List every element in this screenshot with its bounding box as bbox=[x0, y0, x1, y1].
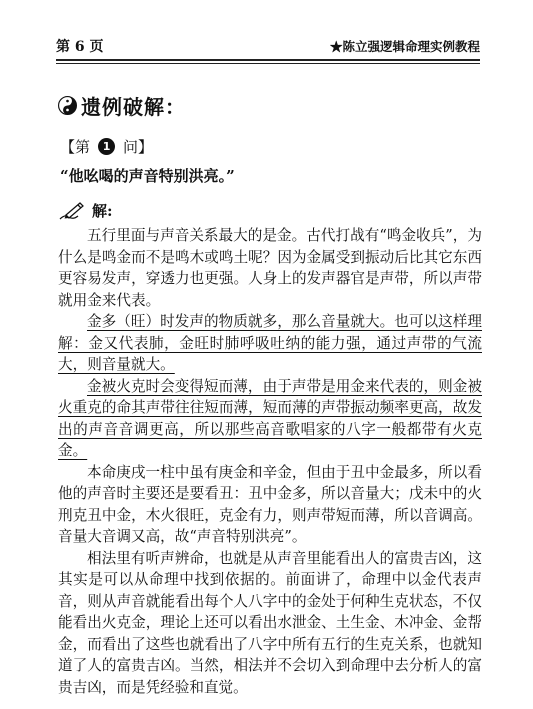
question-quote: “他吆喝的声音特别洪亮。” bbox=[60, 167, 235, 185]
header-rule-thin bbox=[56, 63, 480, 64]
answer-body bbox=[58, 225, 482, 698]
pen-writing-icon bbox=[58, 201, 86, 221]
paragraph: 五行里面与声音关系最大的是金。古代打战有“鸣金收兵”，为什么是鸣金而不是鸣木或鸣土呢？因为金属受到振动后比其它东西更容易发声，穿透力也更强。人身上的发声器官是声带，所以声带就用金来代表。 bbox=[58, 227, 482, 309]
question-prefix: 【第 bbox=[60, 138, 91, 156]
yin-yang-icon bbox=[58, 96, 77, 115]
paragraph-underlined: 金多（旺）时发声的物质就多，那么音量就大。也可以这样理解：金又代表肺，金旺时肺呼吸吐纳的能力强，通过声带的气流大，则音量就大。 bbox=[58, 313, 482, 373]
page-number: 第 6 页 bbox=[56, 39, 104, 55]
header-rule bbox=[56, 59, 480, 61]
question-suffix: 问】 bbox=[123, 138, 154, 156]
paragraph-underlined: 金被火克时会变得短而薄，由于声带是用金来代表的，则金被火重克的命其声带往往短而薄，短而薄的声带振动频率更高，故发出的声音音调更高，所以那些高音歌唱家的八字一般都带有火克金。 bbox=[58, 377, 482, 459]
section-title: 遗例破解： bbox=[81, 94, 186, 119]
book-title: ★陈立强逻辑命理实例教程 bbox=[329, 39, 480, 54]
answer-heading bbox=[58, 200, 113, 221]
question-label bbox=[60, 136, 153, 157]
paragraph: 相法里有听声辨命，也就是从声音里能看出人的富贵吉凶，这其实是可以从命理中找到依据的。前面讲了，命理中以金代表声音，则从声音就能看出每个人八字中的金处于何种生克状态，不仅能看出火克金，理论上还可以看出水泄金、土生金、木冲金、金帮金，而看出了这些也就看出了八字中所有五行的生克关系，也就知道了人的富贵吉凶。当然，相法并不会切入到命理中去分析人的富贵吉凶，而是凭经验和直觉。 bbox=[58, 549, 482, 696]
answer-label: 解: bbox=[92, 202, 113, 220]
page-header bbox=[56, 36, 480, 56]
paragraph: 本命庚戌一柱中虽有庚金和辛金，但由于丑中金最多，所以看他的声音时主要还是要看丑：丑中金多，所以音量大；戊未中的火刑克丑中金，木火很旺，克金有力，则声带短而薄，所以音调高。音量大音调又高，故“声音特别洪亮”。 bbox=[58, 463, 482, 545]
question-number-badge: 1 bbox=[98, 138, 115, 155]
section-heading bbox=[58, 90, 186, 120]
